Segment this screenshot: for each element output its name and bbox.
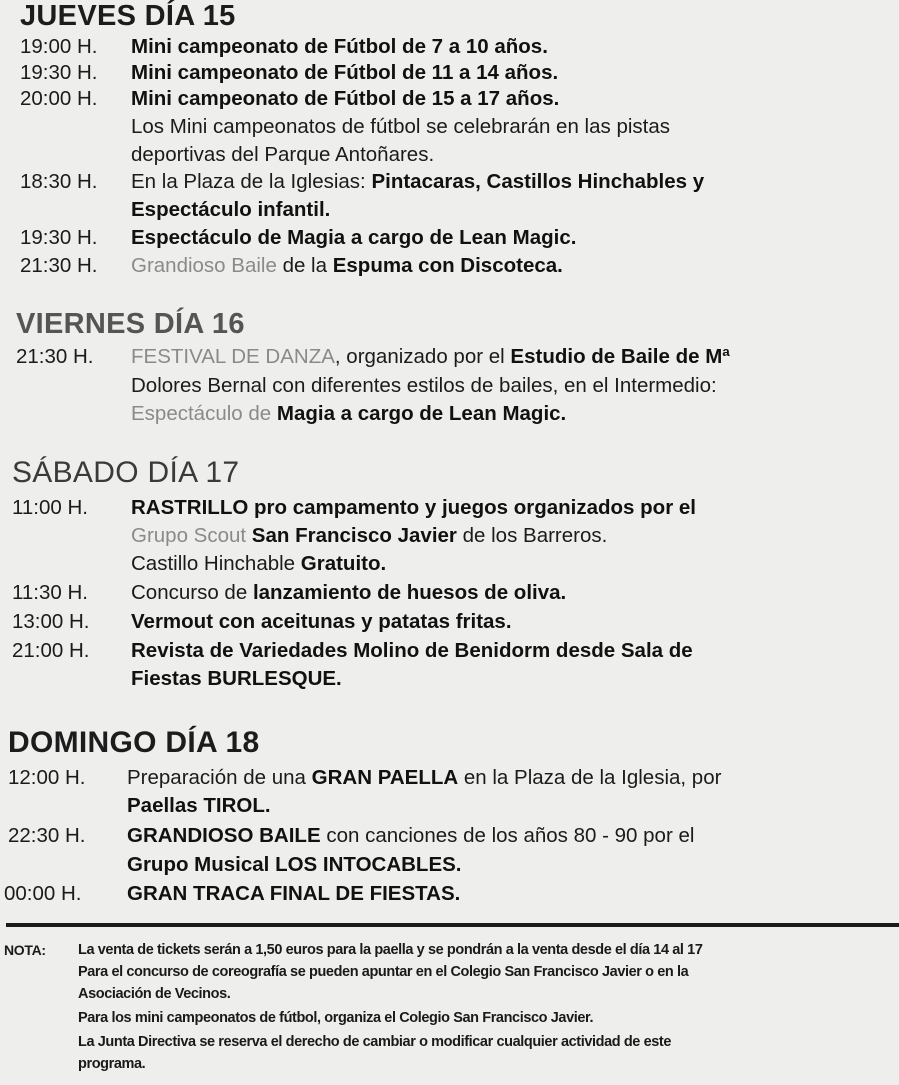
schedule-row [0,85,899,113]
schedule-time: 19:30 H. [20,226,98,249]
schedule-desc: RASTRILLO pro campamento y juegos organizados por el [131,496,696,519]
schedule-row [0,59,899,87]
schedule-row [0,494,899,522]
schedule-desc: Fiestas BURLESQUE. [131,667,342,690]
schedule-desc: Grupo Scout San Francisco Javier de los Barreros. [131,524,608,547]
schedule-row [0,224,899,252]
schedule-time: 21:30 H. [16,345,94,368]
schedule-desc: Grupo Musical LOS INTOCABLES. [127,853,462,876]
schedule-row [0,550,899,578]
day-title-viernes: VIERNES DÍA 16 [16,308,245,340]
schedule-time: 21:30 H. [20,254,98,277]
schedule-row [0,343,899,371]
schedule-row [0,113,899,141]
schedule-desc: Dolores Bernal con diferentes estilos de bailes, en el Intermedio: [131,374,717,397]
day-title-sabado: SÁBADO DÍA 17 [12,456,240,489]
note-line: Para el concurso de coreografía se pueden apuntar en el Colegio San Francisco Javier o en la [78,964,689,980]
note-line: La venta de tickets serán a 1,50 euros para la paella y se pondrán a la venta desde el día 14 al 17 [78,942,703,958]
schedule-time: 19:30 H. [20,61,98,84]
schedule-desc: Preparación de una GRAN PAELLA en la Plaza de la Iglesia, por [127,766,722,789]
schedule-time: 00:00 H. [4,882,82,905]
schedule-desc: Mini campeonato de Fútbol de 7 a 10 años. [131,35,548,58]
note-line: La Junta Directiva se reserva el derecho de cambiar o modificar cualquier actividad de este [78,1034,672,1050]
schedule-desc: Vermout con aceitunas y patatas fritas. [131,610,512,633]
schedule-row [0,252,899,280]
schedule-row [0,196,899,224]
schedule-desc: Mini campeonato de Fútbol de 15 a 17 años. [131,87,560,110]
schedule-row [0,579,899,607]
schedule-row [0,33,899,61]
schedule-time: 11:30 H. [12,581,88,604]
schedule-time: 20:00 H. [20,87,98,110]
schedule-desc: Concurso de lanzamiento de huesos de oliva. [131,581,567,604]
schedule-time: 11:00 H. [12,496,88,519]
schedule-time: 19:00 H. [20,35,98,58]
schedule-time: 13:00 H. [12,610,90,633]
schedule-desc: deportivas del Parque Antoñares. [131,143,435,166]
schedule-row [0,792,899,820]
schedule-desc: Castillo Hinchable Gratuito. [131,552,387,575]
schedule-row [0,608,899,636]
note-line: programa. [78,1056,146,1072]
day-title-jueves: JUEVES DÍA 15 [20,0,236,32]
schedule-row [0,400,899,428]
schedule-desc: Grandioso Baile de la Espuma con Discoteca. [131,254,563,277]
schedule-desc: Paellas TIROL. [127,794,271,817]
schedule-desc: Espectáculo de Magia a cargo de Lean Magic. [131,226,577,249]
schedule-row [0,764,899,792]
day-title-domingo: DOMINGO DÍA 18 [8,726,260,759]
schedule-desc: GRAN TRACA FINAL DE FIESTAS. [127,882,461,905]
schedule-time: 22:30 H. [8,824,86,847]
schedule-desc: GRANDIOSO BAILE con canciones de los años 80 - 90 por el [127,824,695,847]
schedule-desc: Espectáculo infantil. [131,198,331,221]
schedule-row [0,372,899,400]
schedule-time: 12:00 H. [8,766,86,789]
schedule-row [0,851,899,879]
schedule-desc: En la Plaza de la Iglesias: Pintacaras, Castillos Hinchables y [131,170,705,193]
note-label: NOTA: [4,942,46,958]
schedule-row [0,665,899,693]
divider-rule [6,923,899,927]
schedule-row [0,168,899,196]
note-line: Asociación de Vecinos. [78,986,231,1002]
schedule-desc: Mini campeonato de Fútbol de 11 a 14 años. [131,61,559,84]
schedule-desc: Revista de Variedades Molino de Benidorm desde Sala de [131,639,693,662]
schedule-row [0,522,899,550]
schedule-time: 18:30 H. [20,170,98,193]
schedule-row [0,822,899,850]
schedule-desc: FESTIVAL DE DANZA, organizado por el Estudio de Baile de Mª [131,345,730,368]
schedule-time: 21:00 H. [12,639,90,662]
schedule-desc: Espectáculo de Magia a cargo de Lean Magic. [131,402,567,425]
schedule-row [0,880,899,908]
schedule-row [0,141,899,169]
schedule-row [0,637,899,665]
schedule-desc: Los Mini campeonatos de fútbol se celebrarán en las pistas [131,115,671,138]
note-line: Para los mini campeonatos de fútbol, organiza el Colegio San Francisco Javier. [78,1010,594,1026]
